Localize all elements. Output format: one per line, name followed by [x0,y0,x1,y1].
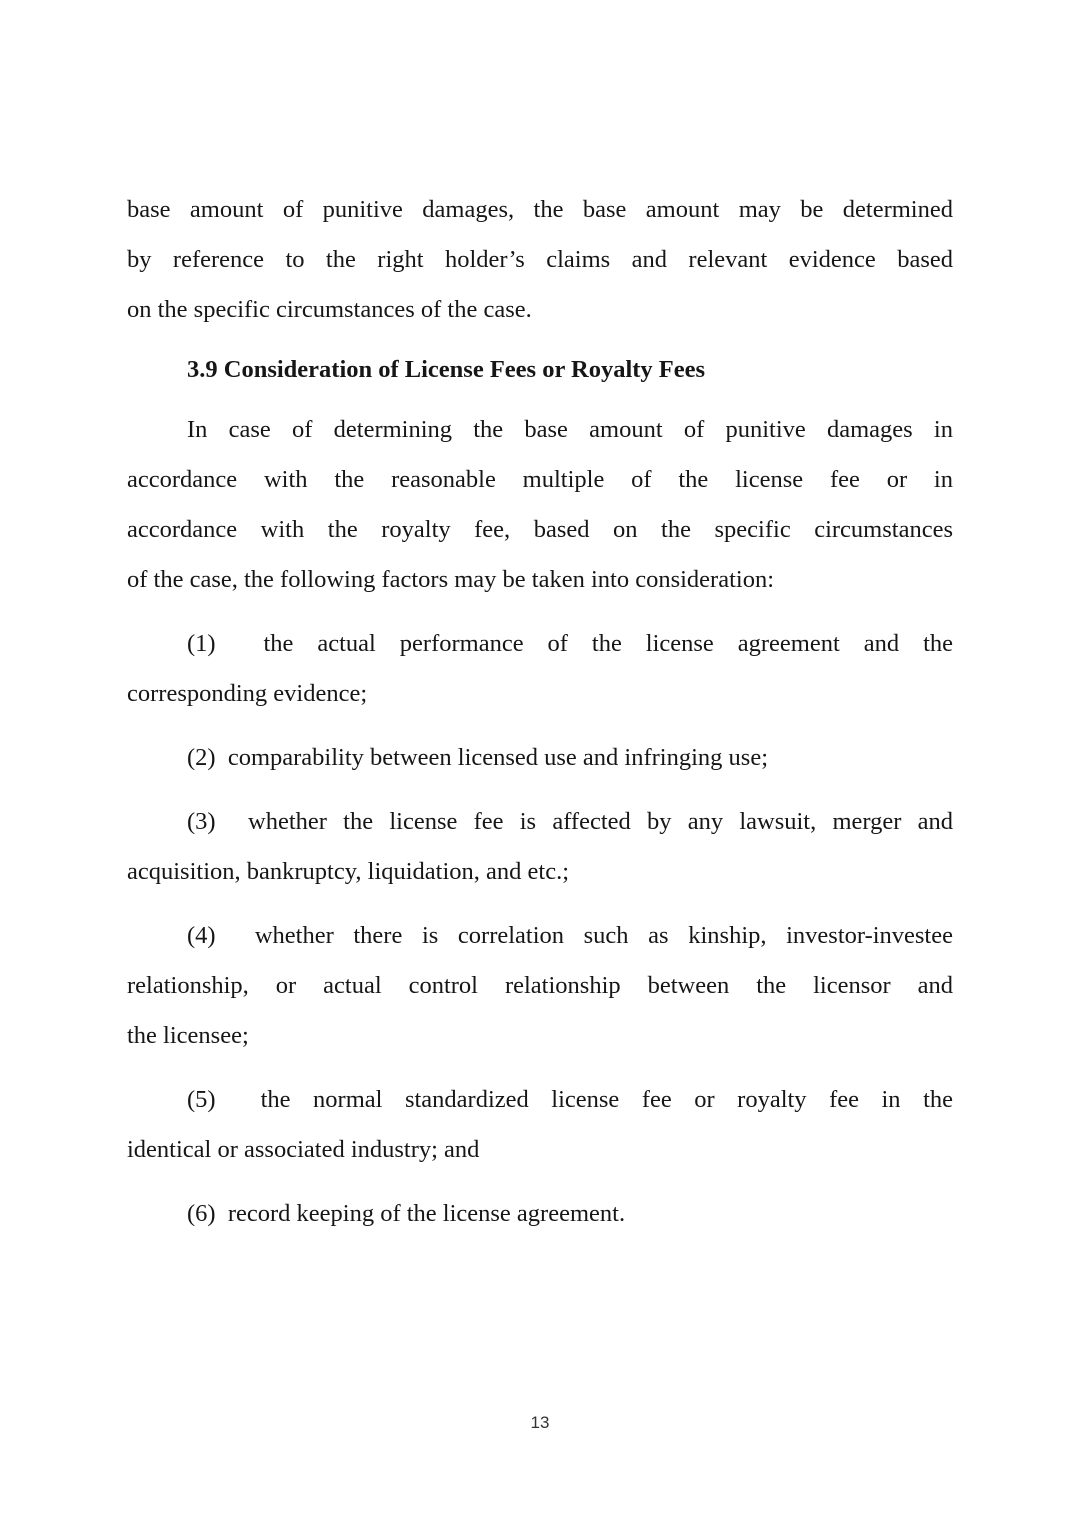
page-number: 13 [530,1413,550,1432]
text-line: acquisition, bankruptcy, liquidation, and etc.; [127,858,570,885]
text-line: identical or associated industry; and [127,1136,480,1163]
list-item-5 [127,1075,953,1175]
paragraph-continuation [127,185,953,335]
section-heading [127,345,953,395]
text-line: In case of determining the base amount of punitive damages in [187,416,953,443]
text-line: by reference to the right holder’s claims and relevant evidence based [127,246,953,273]
section-heading-text: 3.9 Consideration of License Fees or Royalty Fees [187,356,706,383]
text-line: on the specific circumstances of the case. [127,296,532,323]
text-line: accordance with the reasonable multiple of the license fee or in [127,466,953,493]
list-item-3 [127,797,953,897]
text-line: corresponding evidence; [127,680,368,707]
text-line: the licensee; [127,1022,249,1049]
text-line: base amount of punitive damages, the base amount may be determined [127,196,953,223]
list-item-2 [127,733,953,783]
list-item-6 [127,1189,953,1239]
text-line: accordance with the royalty fee, based on the specific circumstances [127,516,953,543]
text-line: (6) record keeping of the license agreement. [187,1200,626,1227]
text-line: (5) the normal standardized license fee or royalty fee in the [187,1086,953,1113]
text-line: (3) whether the license fee is affected by any lawsuit, merger and [187,808,953,835]
text-line: (1) the actual performance of the license agreement and the [187,630,953,657]
list-item-4 [127,911,953,1061]
list-item-1 [127,619,953,719]
text-line: (4) whether there is correlation such as kinship, investor-investee [187,922,953,949]
text-line: relationship, or actual control relationship between the licensor and [127,972,953,999]
paragraph-intro [127,405,953,605]
text-line: (2) comparability between licensed use and infringing use; [187,744,769,771]
text-line: of the case, the following factors may be taken into consideration: [127,566,775,593]
